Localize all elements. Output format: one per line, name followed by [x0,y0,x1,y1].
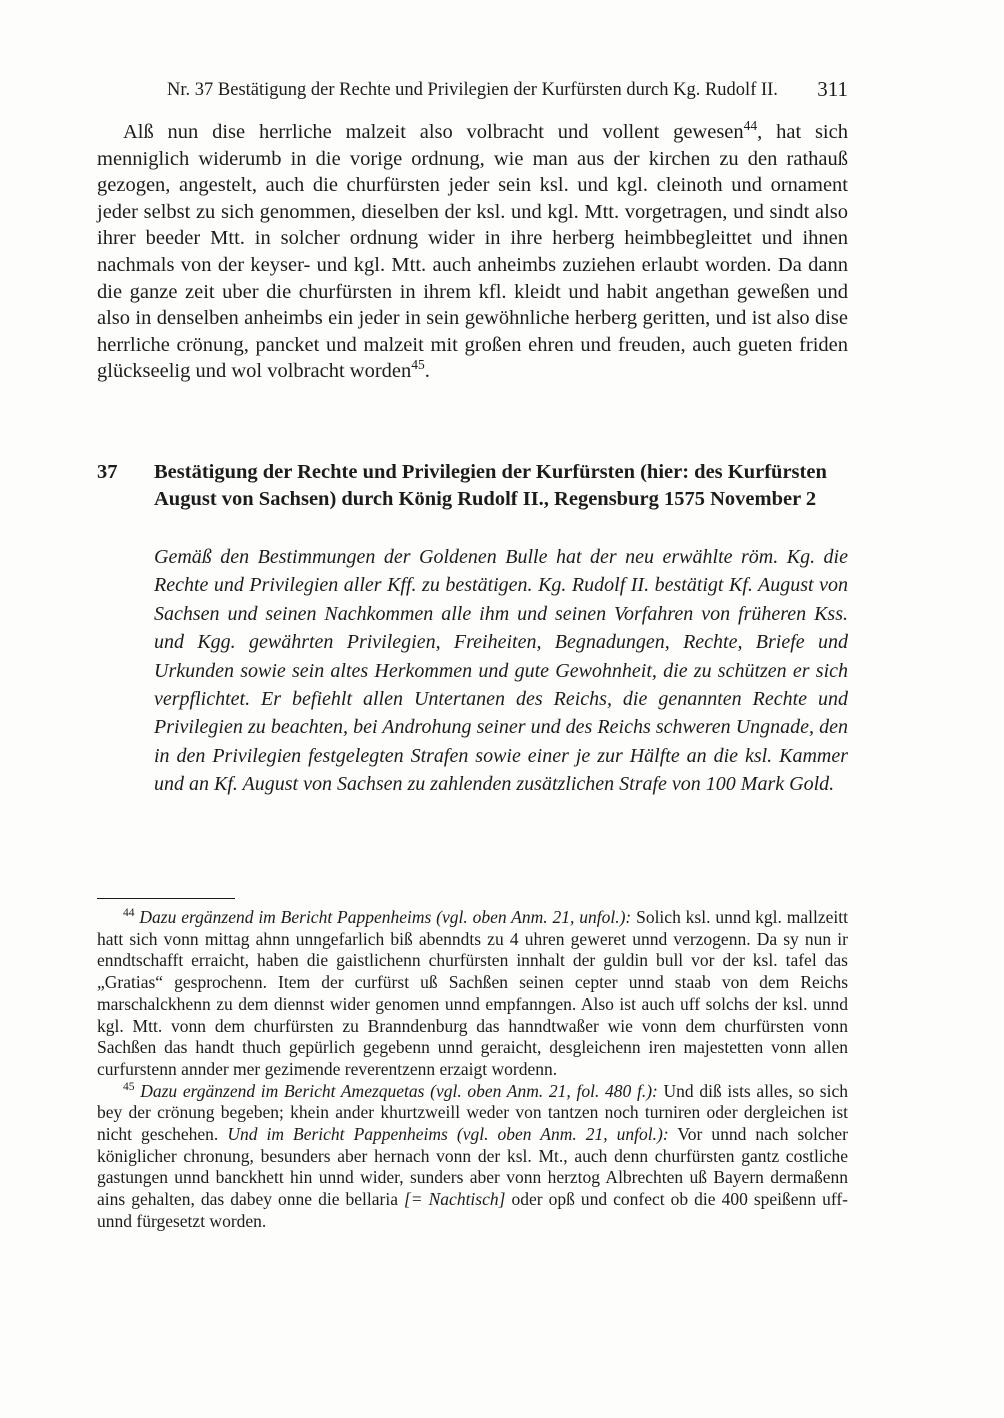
document-entry [97,459,848,799]
footnote-marker-45: 45 [123,1080,135,1093]
footnote-44-source-intro: Dazu ergänzend im Bericht Pappenheims (vgl. oben Anm. 21, unfol.): [139,907,632,927]
footnote-45-source-intro-2: Und im Bericht Pappenheims (vgl. oben Anm. 21, unfol.): [227,1124,669,1145]
entry-heading [97,459,848,513]
footnote-45-text-3: oder opß und confect ob die 400 speißenn uff- unnd fürgesetzt worden. [97,1189,848,1231]
paragraph-text-3: . [424,360,430,383]
footnote-ref-45: 45 [411,357,425,373]
footnote-45 [97,1081,848,1233]
footnote-rule [97,898,235,899]
entry-number: 37 [97,460,118,483]
paragraph-text-2: , hat sich menniglich widerumb in die vorige ordnung, wie man aus der kirchen zu den rathauß gezogen, angestelt, auch die churfürsten jeder sein ksl. und kgl. cleinoth und ornament jeder selbst zu sich genommen, dieselben der ksl. und kgl. Mtt. vorgetragen, und sindt also ihrer beeder Mtt. in solcher ordnung wider in ihre herberg heimbbegleittet und ihnen nachmals von der keyser- und kgl. Mtt. auch anheimbs zuziehen erlaubt worden. Da dann die ganze zeit uber die churfürsten in ihrem kfl. kleidt und habit angethan geweßen und also in denselben anheimbs ein jeder in sein gewöhnliche herberg geritten, und ist also dise herrliche crönung, pancket und malzeit mit großen ehren und freuden, auch gueten friden glückseelig und wol volbracht worden [97,121,848,383]
regest-summary: Gemäß den Bestimmungen der Goldenen Bulle hat der neu erwählte röm. Kg. die Rechte und Privilegien aller Kff. zu bestätigen. Kg. Rudolf II. bestätigt Kf. August von Sachsen und seinen Nachkommen alle ihm und seinen Vorfahren von früheren Kss. und Kgg. gewährten Privilegien, Freiheiten, Begnadungen, Rechte, Briefe und Urkunden sowie sein altes Herkommen und gute Gewohnheit, die zu schützen er sich verpflichtet. Er befiehlt allen Untertanen des Reichs, die genannten Rechte und Privilegien zu beachten, bei Androhung seiner und des Reichs schweren Ungnade, den in den Privilegien festgelegten Strafen sowie einer je zur Hälfte an die ksl. Kammer und an Kf. August von Sachsen zu zahlenden zusätzlichen Strafe von 100 Mark Gold. [154,545,848,796]
footnote-ref-44: 44 [743,118,758,134]
page-number: 311 [817,77,848,101]
page-content [97,77,848,799]
footnote-44-text: Solich ksl. unnd kgl. mallzeitt hatt sich vonn mittag ahnn unngefarlich biß abenndts zu 4 uhren geweret unnd verzogenn. Da sy nun ir enndtschafft erraicht, haben die gaistlichenn churfürsten innhalt der guldin bull vor der ksl. tafel das „Gratias“ gesprochenn. Item der curfürst uß Sachßen seinen cepter unnd staab von dem Reichs marschalckhenn zu dem diennst wider genomen unnd empfanngen. Also ist auch uff solchs der ksl. unnd kgl. Mtt. vonn dem churfürsten zu Branndenburg das hanndtwaßer wie vonn dem churfürsten vonn Sachßen das handt thuch gepürlich gegebenn unnd geraicht, desgleichenn iren majestetten vonn allen curfurstenn annder mer gezimende reverentzenn erzaigt wordenn. [97,907,848,1079]
entry-title: Bestätigung der Rechte und Privilegien der Kurfürsten (hier: des Kurfürsten August von Sachsen) durch König Rudolf II., Regensburg 1575 November 2 [154,460,827,510]
running-title: Nr. 37 Bestätigung der Rechte und Privilegien der Kurfürsten durch Kg. Rudolf II. [167,80,778,100]
footnote-45-text-2: Vor unnd nach solcher königlicher chronung, besunders aber hernach vonn der ksl. Mt., auch denn churfürsten gantz costliche gastungen unnd banckhett hin unnd wider, sunders aber vonn herztog Albrechten uß Bayern dermaßenn ains gehalten, das dabey onne die bellaria [97,1124,849,1210]
footnotes-section [97,898,848,1233]
running-header [97,77,848,106]
footnote-45-source-intro-1: Dazu ergänzend im Bericht Amezquetas (vgl. oben Anm. 21, fol. 480 f.): [140,1080,658,1101]
footnote-44 [97,907,848,1081]
paragraph-text-1: Alß nun dise herrliche malzeit also volbracht und vollent gewesen [123,121,744,143]
footnote-45-text-1: Und diß ists alles, so sich bey der crönung begeben; khein ander khurtzweill weder von tantzen noch turniren oder dergleichen ist nicht geschehen. [97,1080,848,1145]
main-paragraph [97,119,848,385]
footnote-marker-44: 44 [123,907,135,920]
footnote-45-bracket-note: [= Nachtisch] [403,1189,506,1210]
